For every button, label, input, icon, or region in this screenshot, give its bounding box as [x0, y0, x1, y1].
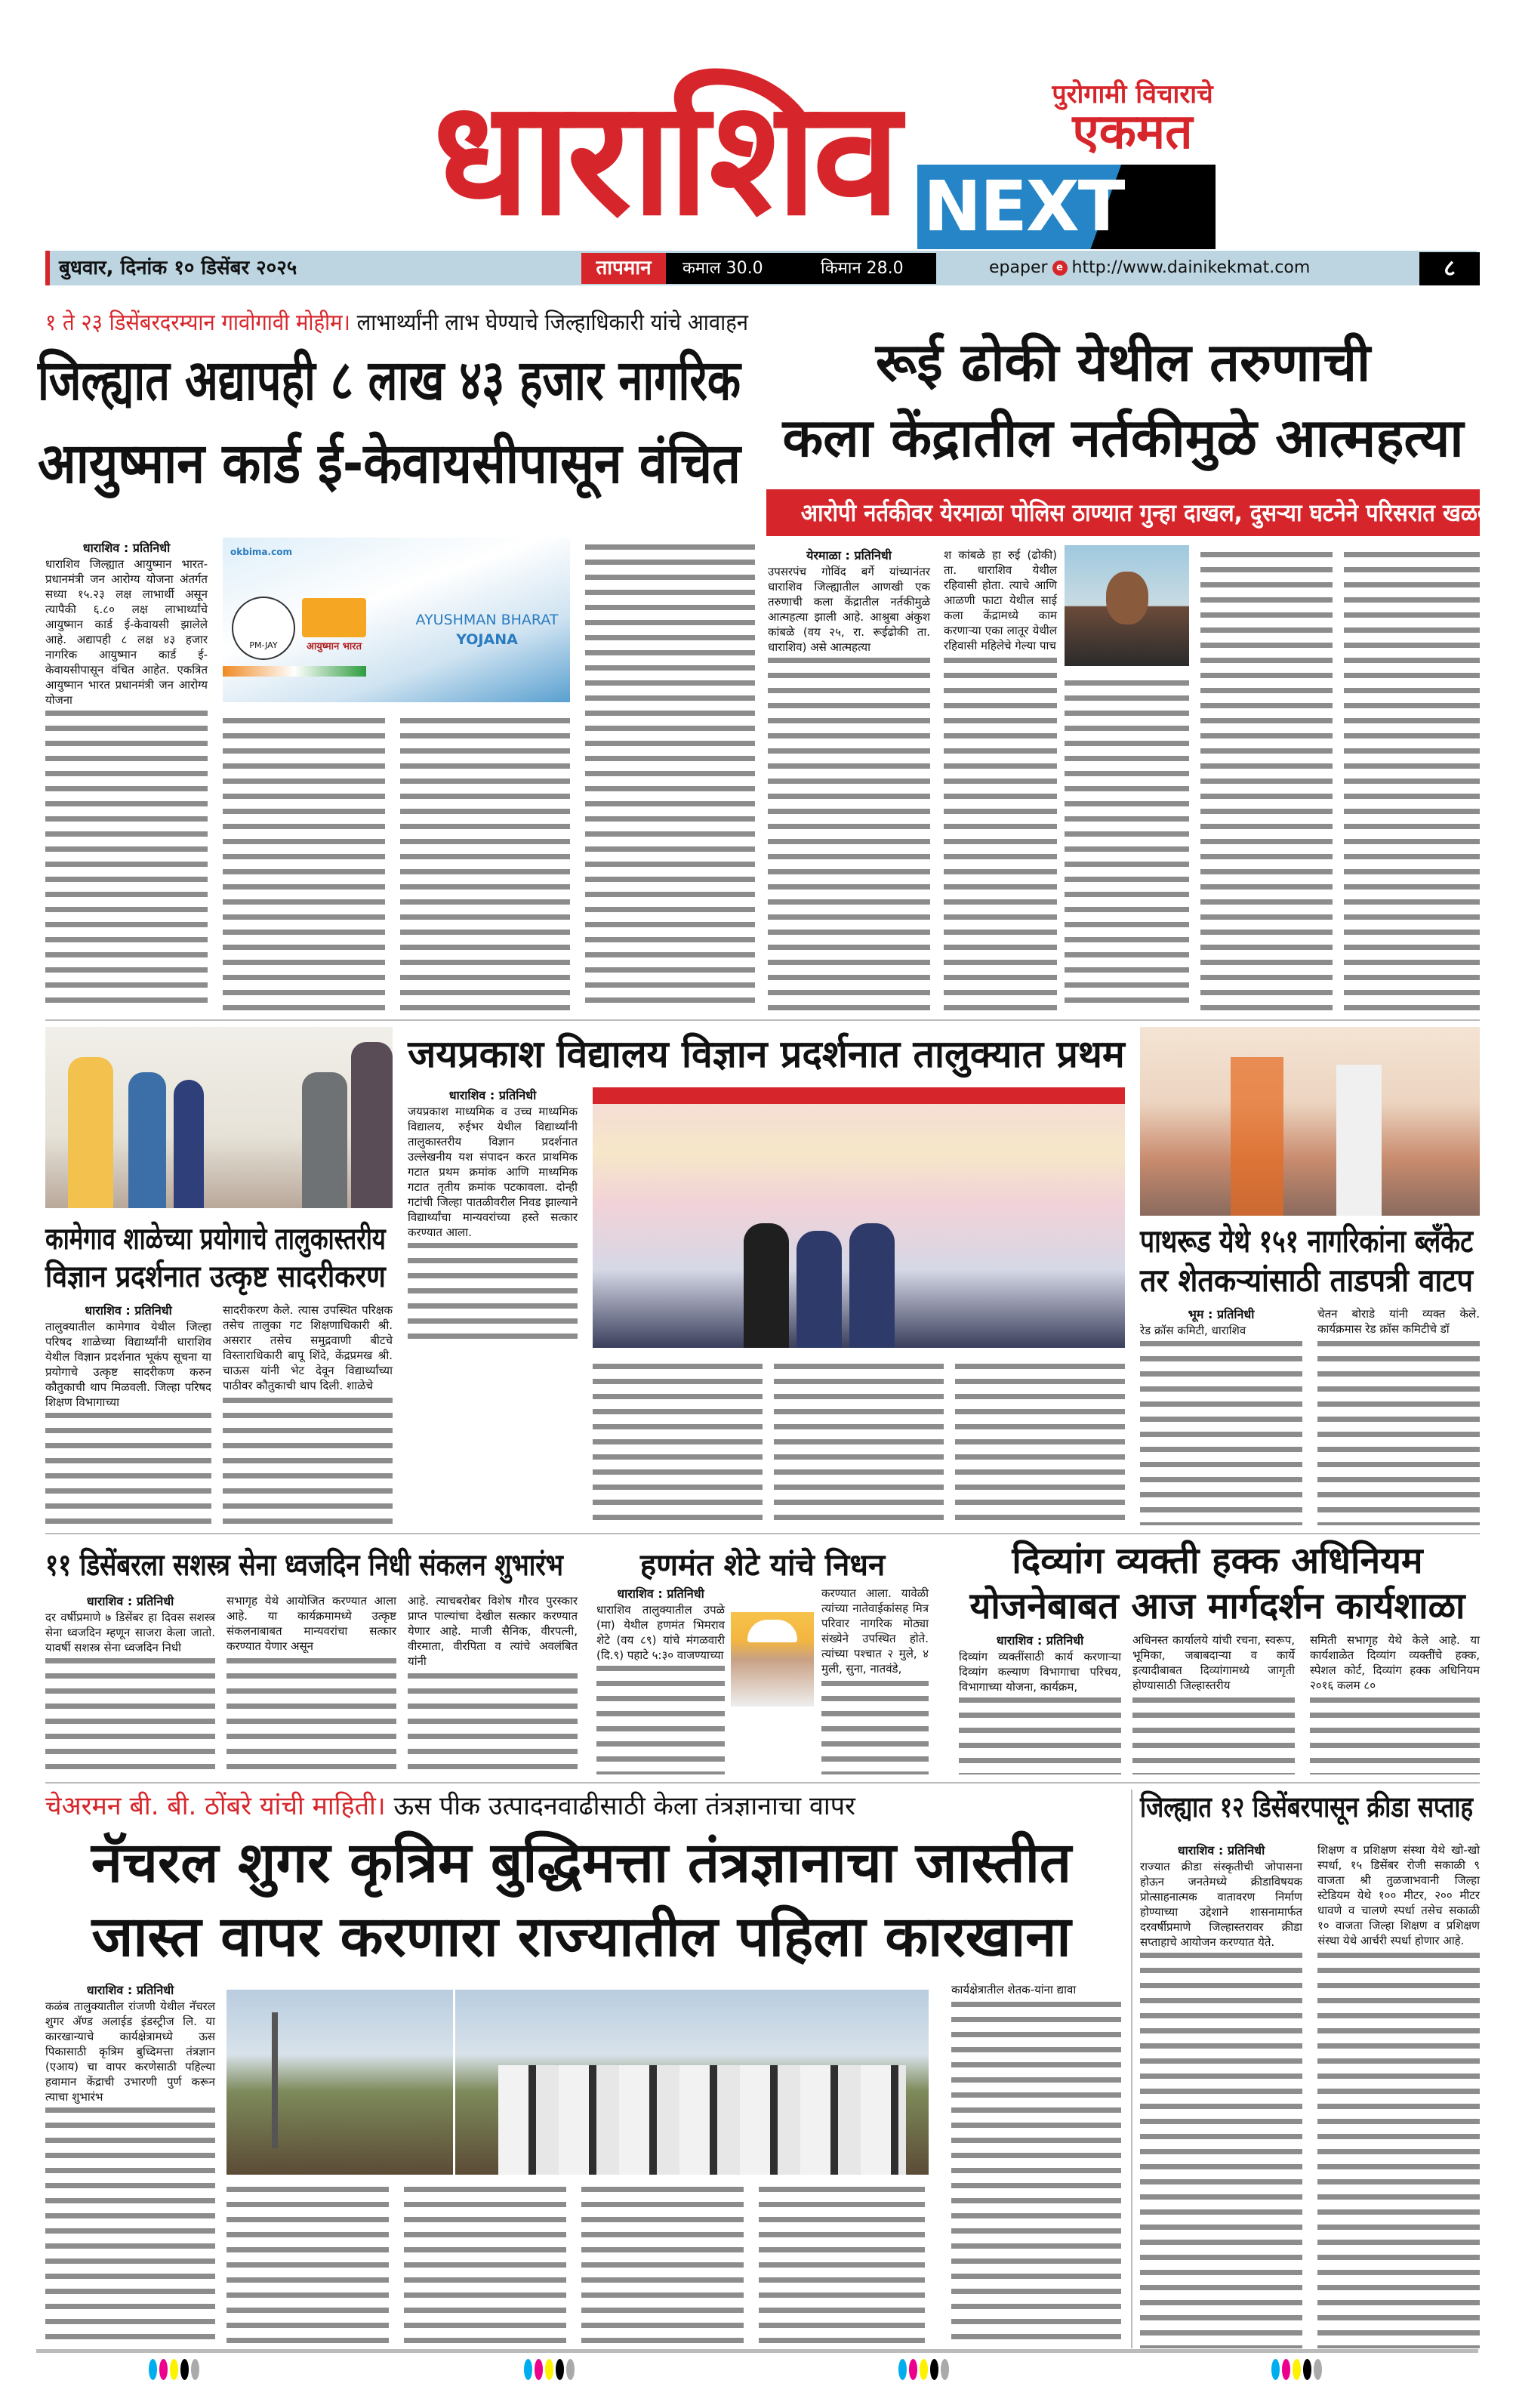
story4-column-2 — [593, 1359, 763, 1525]
kamegaon-students-photo — [45, 1027, 393, 1208]
byline: धाराशिव : प्रतिनिधी — [408, 1087, 578, 1104]
story2-body: उपसरपंच गोविंद बर्गे यांच्यानंतर धाराशिव जिल्ह्यातील आणखी एक तरुणाची कला केंद्रातील नर्तकीमुळे आत्महत्या झाली आहे. आश्रुबा अंकुश कांबळे (वय २५, रा. रूईढोकी ता. धाराशिव) असे आत्महत्या — [768, 565, 930, 654]
color-mark — [159, 2359, 168, 2380]
story10-headline: जिल्ह्यात १२ डिसेंबरपासून क्रीडा सप्ताह — [1140, 1790, 1473, 1824]
byline: धाराशिव : प्रतिनिधी — [596, 1586, 725, 1602]
color-mark — [941, 2359, 949, 2380]
divider — [45, 1782, 1480, 1784]
story7-column-1 — [596, 1586, 725, 1774]
story9-headline-1: नॅचरल शुगर कृत्रिम बुद्धिमत्ता तंत्रज्ञानाचा जास्तीत — [91, 1830, 1072, 1895]
person-shape — [302, 1072, 347, 1208]
story6-body: दर वर्षीप्रमाणे ७ डिसेंबर हा दिवस सशस्त्र सेना ध्वजदिन म्हणून साजरा केला जातो. यावर्षी सशस्त्र सेना ध्वजदिन निधी — [45, 1611, 215, 1654]
story6-column-3 — [408, 1593, 578, 1774]
color-mark — [191, 2359, 199, 2380]
epaper-url[interactable]: http://www.dainikekmat.com — [1071, 258, 1311, 277]
story2-column-2 — [944, 547, 1057, 1012]
story8-body: दिव्यांग व्यक्तींसाठी कार्य करणाऱ्या दिव्यांग कल्याण विभागाचा परिचय, विभागाच्या योजना, कार्यक्रम, — [959, 1650, 1121, 1694]
obituary-portrait — [731, 1612, 814, 1707]
story8-headline-2: योजनेबाबत आज मार्गदर्शन कार्यशाळा — [969, 1585, 1465, 1627]
color-mark — [556, 2359, 564, 2380]
story8-column-3 — [1310, 1633, 1480, 1774]
story5-body: रेड क्रॉस कमिटी, धाराशिव — [1140, 1323, 1302, 1338]
story9-kicker — [45, 1791, 1121, 1821]
jayprakash-winners-photo — [593, 1087, 1125, 1348]
story10-column-1 — [1140, 1842, 1302, 2348]
face-shape — [1106, 572, 1148, 624]
newspaper-logo: धाराशिव — [433, 66, 896, 251]
color-mark — [566, 2359, 575, 2380]
story5-headline-1: पाथरूड येथे १५१ नागरिकांना ब्लँकेट — [1140, 1222, 1473, 1259]
story4-column-1 — [408, 1087, 578, 1344]
color-mark — [545, 2359, 553, 2380]
ayushman-bharat-image — [223, 538, 570, 702]
byline: धाराशिव : प्रतिनिधी — [1140, 1842, 1302, 1859]
byline: धाराशिव : प्रतिनिधी — [959, 1633, 1121, 1649]
temperature-box — [666, 253, 936, 284]
max-temperature: कमाल 30.0 — [683, 259, 763, 278]
story6-column-1 — [45, 1593, 215, 1774]
people-group-shape — [498, 2065, 906, 2175]
student-shape — [744, 1223, 789, 1348]
byline: धाराशिव : प्रतिनिधी — [45, 540, 208, 557]
tagline-small: पुरोगामी विचाराचे — [1052, 79, 1213, 109]
color-mark — [909, 2359, 917, 2380]
weather-label: तापमान — [581, 253, 666, 284]
story1-body: धाराशिव जिल्ह्यात आयुष्मान भारत-प्रधानमंत्री जन आरोग्य योजना अंतर्गत सध्या १५.२३ लक्ष लाभार्थी असून त्यापैकी ६.८० लक्ष लाभार्थ्यांचे आयुष्मान कार्ड ई-केवायसी झालेले आहे. अद्यापही ८ लक्ष ४३ हजार नागरिक आयुष्मान कार्ड ई-केवायसीपासून वंचित आहेत. एकत्रित आयुष्मान भारत प्रधानमंत्री जन आरोग्य योजना — [45, 557, 208, 707]
footer-rule — [36, 2349, 1478, 2353]
story3-body-2: सादरीकरण केले. त्यास उपस्थित परिक्षक तसेच तालुका गट शिक्षणाधिकारी श्री. असरार तसेच समुद्रवाणी बीटचे विस्ताराधिकारी बापू शिंदे, केंद्रप्रमख श्री. चाऊस यांनी भेट देवून विद्यार्थ्यांच्या पाठीवर कौतुकाची थाप दिली. शाळेचे — [223, 1303, 393, 1392]
color-mark — [930, 2359, 938, 2380]
byline: येरमाळा : प्रतिनिधी — [768, 547, 930, 564]
page-number: ८ — [1419, 252, 1480, 285]
story3-headline-2: विज्ञान प्रदर्शनात उत्कृष्ट सादरीकरण — [45, 1259, 386, 1294]
story8-column-1 — [959, 1633, 1121, 1774]
color-mark — [1314, 2359, 1322, 2380]
cap-shape — [747, 1620, 797, 1642]
issue-date: बुधवार, दिनांक १० डिसेंबर २०२५ — [59, 257, 297, 279]
color-mark — [1293, 2359, 1301, 2380]
story7-headline: हणमंत शेटे यांचे निधन — [639, 1548, 886, 1583]
weather-station-pole — [272, 2012, 278, 2148]
min-temperature: किमान 28.0 — [821, 259, 904, 278]
image-title-2: YOJANA — [456, 631, 518, 648]
story2-subheadline — [766, 489, 1507, 536]
story7-column-2 — [821, 1586, 929, 1774]
ayushman-card-icon — [302, 598, 366, 637]
color-mark — [180, 2359, 189, 2380]
story8-body-2: अधिनस्त कार्यालये यांची रचना, स्वरूप, भूमिका, जबाबदाऱ्या व कार्ये इत्यादीबाबत दिव्यांगामध्ये जागृती होण्यासाठी जिल्हास्तरीय — [1132, 1633, 1295, 1692]
byline: भूम : प्रतिनिधी — [1140, 1306, 1302, 1323]
color-mark — [1271, 2359, 1280, 2380]
person-shape — [1336, 1065, 1382, 1216]
story4-column-3 — [774, 1359, 944, 1525]
story6-body-3: आहे. त्याचबरोबर विशेष गौरव पुरस्कार प्राप्त पाल्यांचा देखील सत्कार करण्यात येणार आहे. माजी सैनिक, वीरपत्नी, वीरमाता, वीरपिता व त्यांचे अवलंबित यांनी — [408, 1594, 578, 1668]
person-shape — [68, 1057, 113, 1208]
epaper-link[interactable] — [989, 255, 1310, 281]
story5-body-2: चेतन बोराडे यांनी व्यक्त केले. कार्यक्रमास रेड क्रॉस कमिटीचे डॉ — [1317, 1307, 1480, 1336]
story4-body: जयप्रकाश माध्यमिक व उच्च माध्यमिक विद्यालय, रुईभर येथील विद्यार्थ्यांनी तालुकास्तरीय विज्ञान प्रदर्शनात उल्लेखनीय यश संपादन करत प्राथमिक गटात प्रथम क्रमांक आणि माध्यमिक गटात तृतीय क्रमांक पटकावला. दोन्ही गटांची जिल्हा पातळीवरील निवड झाल्याने विद्यार्थ्यांचा मान्यवरांच्या हस्ते सत्कार करण्यात आला. — [408, 1105, 578, 1239]
pmjay-seal: PM-JAY — [232, 597, 295, 660]
person-shape — [174, 1080, 204, 1208]
story9-body: कळंब तालुक्यातील रांजणी येथील नॅचरल शुगर अ‍ॅण्ड अलाईड इंडस्ट्रीज लि. या कारखान्याचे कार्यक्षेत्रामध्ये ऊस पिकासाठी कृत्रिम बुध्दिमत्ता तंत्रज्ञान (एआय) चा वापर करणेसाठी पहिल्या हवामान केंद्राची उभारणी पुर्ण करून त्याचा शुभारंभ — [45, 1999, 215, 2104]
epaper-label: epaper — [989, 258, 1048, 277]
flag-stripe — [223, 666, 366, 677]
kicker-text: ऊस पीक उत्पादनवाढीसाठी केला तंत्रज्ञानाचा वापर — [393, 1791, 855, 1821]
story3-column-1 — [45, 1303, 211, 1525]
color-mark — [535, 2359, 543, 2380]
story6-body-2: सभागृह येथे आयोजित करण्यात आला आहे. या कार्यक्रमामध्ये उत्कृष्ट संकलनाबाबत मान्यवरांचा सत्कार करण्यात येणार असून — [226, 1594, 396, 1653]
color-mark — [524, 2359, 532, 2380]
blanket-distribution-photo — [1140, 1027, 1480, 1216]
victim-photo — [1065, 545, 1189, 666]
color-mark — [920, 2359, 928, 2380]
image-title-1: AYUSHMAN BHARAT — [415, 612, 559, 628]
story3-column-2 — [223, 1303, 393, 1525]
story2-column-4 — [1200, 547, 1333, 1012]
story10-column-2 — [1317, 1842, 1480, 2348]
color-mark — [1282, 2359, 1290, 2380]
story9-column-2 — [226, 2182, 389, 2348]
student-shape — [797, 1231, 842, 1348]
story9-body-2: कार्यक्षेत्रातील शेतक-यांना द्यावा — [951, 1982, 1121, 1997]
color-mark — [170, 2359, 178, 2380]
card-caption: आयुष्मान भारत — [306, 641, 362, 652]
subheadline-text: आरोपी नर्तकीवर येरमाळा पोलिस ठाण्यात गुन्हा दाखल, दुसऱ्या घटनेने परिसरात खळबळ — [800, 498, 1507, 527]
story2-headline-2: कला केंद्रातील नर्तकीमुळे आत्महत्या — [782, 407, 1464, 469]
story3-headline-1: कामेगाव शाळेच्या प्रयोगाचे तालुकास्तरीय — [45, 1222, 386, 1256]
story8-column-2 — [1132, 1633, 1295, 1774]
story10-body: राज्यात क्रीडा संस्कृतीची जोपासना होऊन जनतेमध्ये क्रीडाविषयक प्रोत्साहनात्मक वातावरण निर्माण होण्याच्या उद्देशाने शासनामार्फत दरवर्षीप्रमाणे जिल्हास्तरावर क्रीडा सप्ताहाचे आयोजन करण्यात येते. — [1140, 1860, 1302, 1949]
story9-column-5 — [759, 2182, 925, 2348]
story3-body: तालुक्यातील कामेगाव येथील जिल्हा परिषद शाळेच्या विद्यार्थ्यांनी धाराशिव येथील विज्ञान प्रदर्शनात भूकंप सूचना या प्रयोगाचे उत्कृष्ट सादरीकण करुन कौतुकाची थाप मिळवली. जिल्हा परिषद शिक्षण विभागाच्या — [45, 1320, 211, 1409]
photo-separator — [453, 1990, 455, 2175]
kicker-text: लाभार्थ्यांनी लाभ घेण्याचे जिल्हाधिकारी यांचे आवाहन — [356, 310, 748, 336]
story6-headline: ११ डिसेंबरला सशस्त्र सेना ध्वजदिन निधी संकलन शुभारंभ — [45, 1548, 563, 1583]
story8-headline-1: दिव्यांग व्यक्ती हक्क अधिनियम — [1012, 1540, 1423, 1582]
kicker-red: १ ते २३ डिसेंबरदरम्यान गावोगावी मोहीम। — [45, 310, 350, 336]
story4-column-4 — [955, 1359, 1125, 1525]
box-divider — [1131, 1790, 1132, 2348]
student-shape — [849, 1223, 895, 1348]
byline: धाराशिव : प्रतिनिधी — [45, 1303, 211, 1319]
story2-column-3 — [1065, 676, 1189, 1012]
color-mark-group — [149, 2359, 199, 2380]
tagline-brand: एकमत — [1072, 104, 1193, 160]
person-shape — [128, 1072, 166, 1208]
story1-column-4 — [585, 540, 755, 1012]
byline: धाराशिव : प्रतिनिधी — [45, 1593, 215, 1610]
story5-column-2 — [1317, 1306, 1480, 1525]
image-site-label: okbima.com — [230, 547, 292, 557]
byline: धाराशिव : प्रतिनिधी — [45, 1982, 215, 1999]
weather-station-photos — [226, 1990, 929, 2175]
story10-body-2: शिक्षण व प्रशिक्षण संस्था येथे खो-खो स्पर्धा, १५ डिसेंबर रोजी सकाळी ९ वाजता श्री तुळजाभवानी जिल्हा स्टेडियम येथे १०० मीटर, २०० मीटर धावणे व चालणे स्पर्धा तसेच सकाळी १० वाजता जिल्हा शिक्षण व प्रशिक्षण संस्था येथे आर्चरी स्पर्धा होणार आहे. — [1317, 1843, 1480, 1947]
story9-column-4 — [581, 2182, 744, 2348]
next-logo: NEXT — [917, 165, 1216, 249]
color-mark — [149, 2359, 157, 2380]
banner-shape — [593, 1087, 1125, 1104]
story5-column-1 — [1140, 1306, 1302, 1525]
divider — [45, 1533, 1480, 1534]
color-mark-group — [524, 2359, 575, 2380]
story7-body-2: करण्यात आला. यावेळी त्यांच्या नातेवाईकांसह मित्र परिवार नागरिक मोठ्या संख्येने उपस्थित होते. त्यांच्या पश्चात २ मुले, ४ मुली, सुना, नातवंडे, — [821, 1586, 929, 1676]
person-shape — [1231, 1057, 1283, 1216]
story7-body: धाराशिव तालुक्यातील उपळे (मा) येथील हणमंत भिमराव शेटे (वय ८९) यांचे मंगळवारी (दि.९) पहाटे ५:३० वाजण्याच्या — [596, 1603, 725, 1662]
kicker-red: चेअरमन बी. बी. ठोंबरे यांची माहिती। — [45, 1791, 386, 1821]
story2-column-1 — [768, 547, 930, 1012]
story9-headline-2: जास्त वापर करणारा राज्यातील पहिला कारखाना — [91, 1904, 1071, 1969]
story1-column-2 — [223, 714, 385, 1012]
color-mark-group — [1271, 2359, 1322, 2380]
story9-column-3 — [404, 2182, 566, 2348]
story5-headline-2: तर शेतकऱ्यांसाठी ताडपत्री वाटप — [1140, 1262, 1473, 1299]
color-mark — [1303, 2359, 1311, 2380]
story1-kicker — [45, 308, 749, 338]
color-mark — [898, 2359, 907, 2380]
story2-headline-1: रूई ढोकी येथील तरुणाची — [875, 331, 1371, 393]
person-shape — [351, 1042, 393, 1208]
story1-column-3 — [400, 714, 570, 1012]
story9-column-6 — [951, 1982, 1121, 2348]
story6-column-2 — [226, 1593, 396, 1774]
color-mark-group — [898, 2359, 949, 2380]
story2-body-2: श कांबळे हा रुई (ढोकी) ता. धाराशिव येथील रहिवासी होता. त्याचे आणि आळणी फाटा येथील साई कला केंद्रामध्ये काम करणाऱ्या एका लातूर येथील रहिवासी महिलेचे गेल्या पाच — [944, 548, 1057, 652]
story2-column-5 — [1344, 547, 1480, 1012]
ekmat-icon: e — [1052, 261, 1068, 276]
story8-body-3: समिती सभागृह येथे केले आहे. या कार्यशाळेत दिव्यांग व्यक्तींचे हक्क, स्पेशल कोर्ट, दिव्यांग हक्क अधिनियम २०१६ कलम ८० — [1310, 1633, 1480, 1692]
story4-headline: जयप्रकाश विद्यालय विज्ञान प्रदर्शनात तालुक्यात प्रथम — [408, 1032, 1125, 1076]
divider — [45, 1019, 1480, 1021]
story1-headline-2: आयुष्मान कार्ड ई-केवायसीपासून वंचित — [38, 431, 741, 496]
story1-column-1 — [45, 540, 208, 1012]
story1-headline-1: जिल्ह्यात अद्यापही ८ लाख ४३ हजार नागरिक — [38, 348, 741, 413]
story9-column-1 — [45, 1982, 215, 2348]
